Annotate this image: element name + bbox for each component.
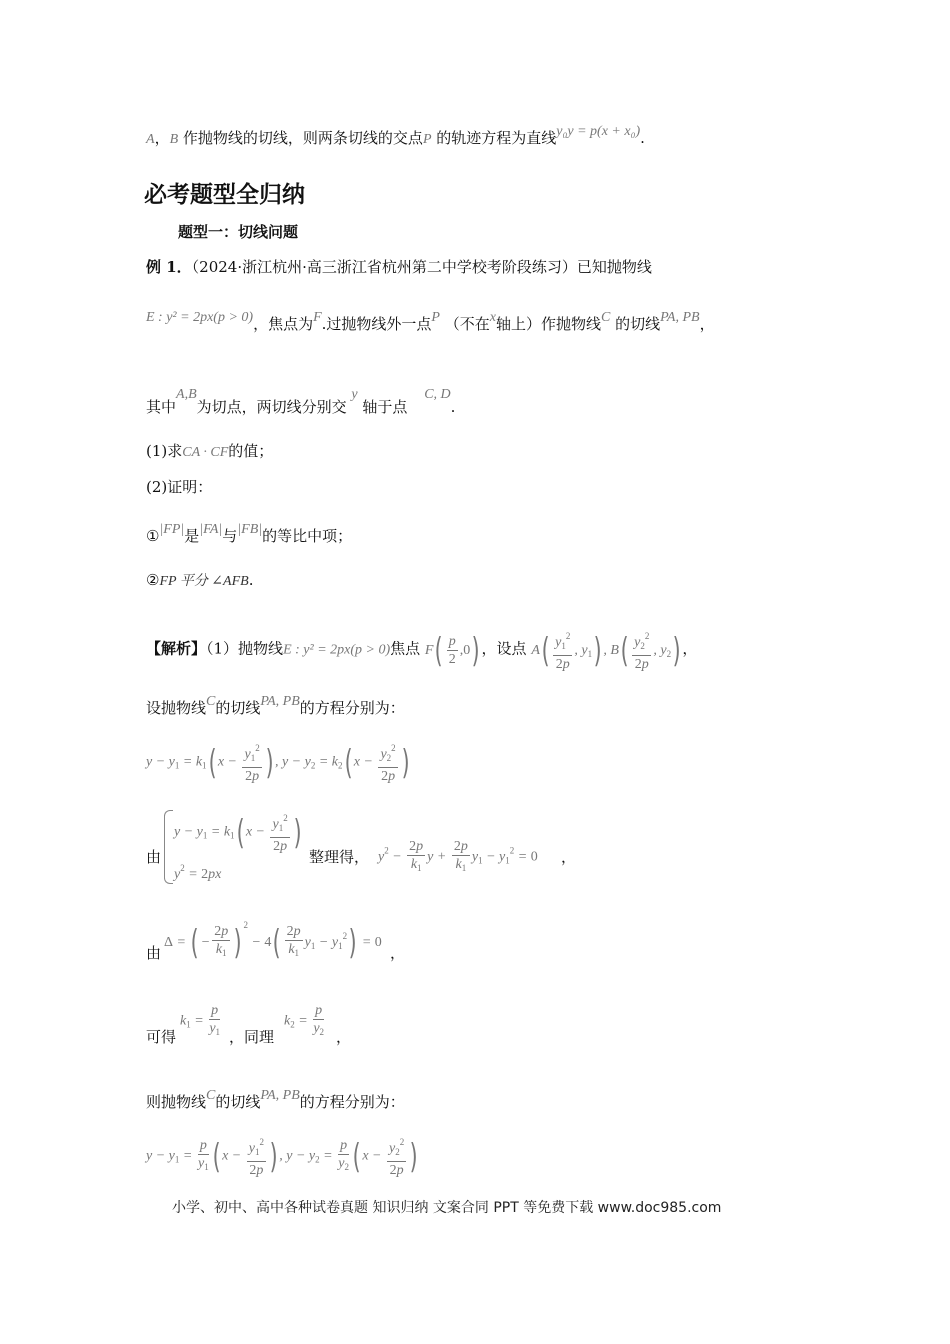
period: . (640, 129, 645, 147)
tangent-equations: $y - y_1 = k_1$( x − $\frac{y_1^2}{2p}$ ) , $y - y_2 = k_2$( x − $\frac{y_2^2}{2p}$ ) (146, 740, 411, 785)
question-2-1 (146, 520, 352, 546)
var-x: x (489, 310, 496, 325)
system-brace (164, 810, 173, 884)
period: . (450, 398, 456, 416)
points-ab: A,B (176, 387, 197, 402)
top-text-1: 作抛物线的切线，则两条切线的交点 (182, 129, 423, 147)
you-label: 由 (146, 848, 162, 866)
text: 设抛物线 (146, 699, 207, 717)
text: 为切点，两切线分别交 (196, 398, 347, 416)
abs-fa: |FA| (199, 522, 223, 537)
you-label-2: 由 (146, 944, 162, 962)
tangents: PA, PB (260, 1088, 300, 1103)
circle-2: ② (146, 571, 160, 589)
text: 的等比中项； (262, 527, 353, 545)
discriminant-equation: Δ = ( − $\frac{2p}{k_1}$ ) $^2$ − 4( $\frac{2p}{k_1}$ $y_1 - y_1^2) = 0$ (164, 920, 382, 963)
focus-f: F( $\frac{p}{2}$ ,0) (424, 630, 480, 671)
text: （1）抛物线 (206, 639, 284, 658)
text: ， (682, 639, 698, 658)
point-p: P (431, 310, 440, 325)
example-line-1 (146, 257, 652, 277)
text: ， (699, 315, 715, 333)
tongli-text: ，同理 (229, 1028, 275, 1046)
curve-c: C (206, 694, 216, 709)
curve-c: C (601, 310, 611, 325)
text: 轴于点 (362, 398, 408, 416)
circle-1: ① (146, 527, 160, 545)
text: ，设点 (481, 639, 527, 658)
example-line-3 (146, 385, 455, 417)
points-cd: C, D (424, 387, 451, 402)
solution-line-2 (146, 692, 405, 718)
point-b: B (169, 132, 179, 147)
period: . (248, 571, 254, 589)
example-source: （2024·浙江杭州·高三浙江省杭州第二中学校考阶段练习）已知抛物线 (191, 258, 652, 276)
text: （不在 (444, 315, 490, 333)
text: 其中 (146, 398, 177, 416)
text: (1)求 (146, 442, 183, 460)
type-heading: 题型一：切线问题 (178, 223, 299, 241)
point-b-coord: , B( $\frac{y_2^2}{2p}$ , $y_2$) (603, 643, 682, 658)
locus-equation: y₀y = p(x + x₀) (556, 124, 641, 139)
point-p: P (422, 132, 432, 147)
point-f: F (313, 310, 322, 325)
text: 的切线 (615, 315, 661, 333)
solution-line-1 (146, 628, 697, 673)
point-a: A (146, 132, 155, 147)
text: 的切线 (215, 699, 261, 717)
tangents: PA, PB (260, 694, 300, 709)
expression: CA · CF (182, 445, 229, 460)
section-heading: 必考题型全归纳 (144, 182, 305, 208)
system-eq-2: $y^2 = 2px$ (174, 863, 222, 882)
text: 轴上）作抛物线 (496, 315, 602, 333)
comma-2: ， (390, 944, 406, 962)
parabola-equation: E : y² = 2px(p > 0) (146, 310, 254, 325)
solution-line-ze (146, 1086, 405, 1112)
parabola-equation: E : y² = 2px(p > 0) (283, 642, 391, 658)
abs-fb: |FB| (237, 522, 263, 537)
example-label: 例 1． (146, 258, 192, 276)
k2-value: $k_2$ = $\frac{p}{y_2}$ (284, 1003, 325, 1037)
solution-label: 【解析】 (146, 639, 207, 658)
comma-3: ， (336, 1028, 352, 1046)
question-2-2 (146, 570, 253, 592)
expression: FP 平分 ∠AFB (159, 574, 249, 589)
top-text-2: 的轨迹方程为直线 (436, 129, 557, 147)
footer-banner[interactable]: 小学、初中、高中各种试卷真题 知识归纳 文案合同 PPT 等免费下载 www.doc985.com (172, 1200, 722, 1216)
var-y: y (351, 387, 358, 402)
text: 则抛物线 (146, 1093, 207, 1111)
k1-value: $k_1$ = $\frac{p}{y_1}$ (180, 1003, 221, 1037)
example-line-2 (146, 308, 715, 334)
top-line: A，B 作抛物线的切线，则两条切线的交点P 的轨迹方程为直线y₀y = p(x + x₀). (146, 124, 645, 147)
text: 是 (184, 527, 200, 545)
point-a-coord: A( $\frac{y_1^2}{2p}$ , $y_1$) (531, 643, 603, 658)
text: 的方程分别为： (299, 699, 405, 717)
curve-c: C (206, 1088, 216, 1103)
kede-text: 可得 (146, 1028, 177, 1046)
text: 的方程分别为： (299, 1093, 405, 1111)
abs-fp: |FP| (159, 522, 185, 537)
quadratic-equation: $y^2$ − $\frac{2p}{k_1}$ y + $\frac{2p}{k_1}$ $y_1 - y_1^2 = 0$ (378, 839, 538, 873)
text: 焦点 (390, 639, 421, 658)
system-eq-1: $y - y_1 = k_1$( x − $\frac{y_1^2}{2p}$ ) (174, 810, 303, 855)
text: 的切线 (215, 1093, 261, 1111)
text: 的值； (228, 442, 274, 460)
comma: ， (561, 848, 577, 866)
text: .过抛物线外一点 (321, 315, 432, 333)
text: ，焦点为 (253, 315, 314, 333)
text: 与 (222, 527, 238, 545)
question-2: (2)证明： (146, 478, 213, 496)
tangents: PA, PB (660, 310, 700, 325)
zhengli-text: 整理得， (309, 848, 370, 866)
question-1 (146, 441, 273, 463)
tangent-equations-final: $y - y_1$ = $\frac{p}{y_1}$ ( x − $\frac{y_1^2}{2p}$ ) , $y - y_2$ = $\frac{p}{y_2}$ ( x − $\frac{y_2^2}{2p}$ ) (146, 1134, 420, 1179)
